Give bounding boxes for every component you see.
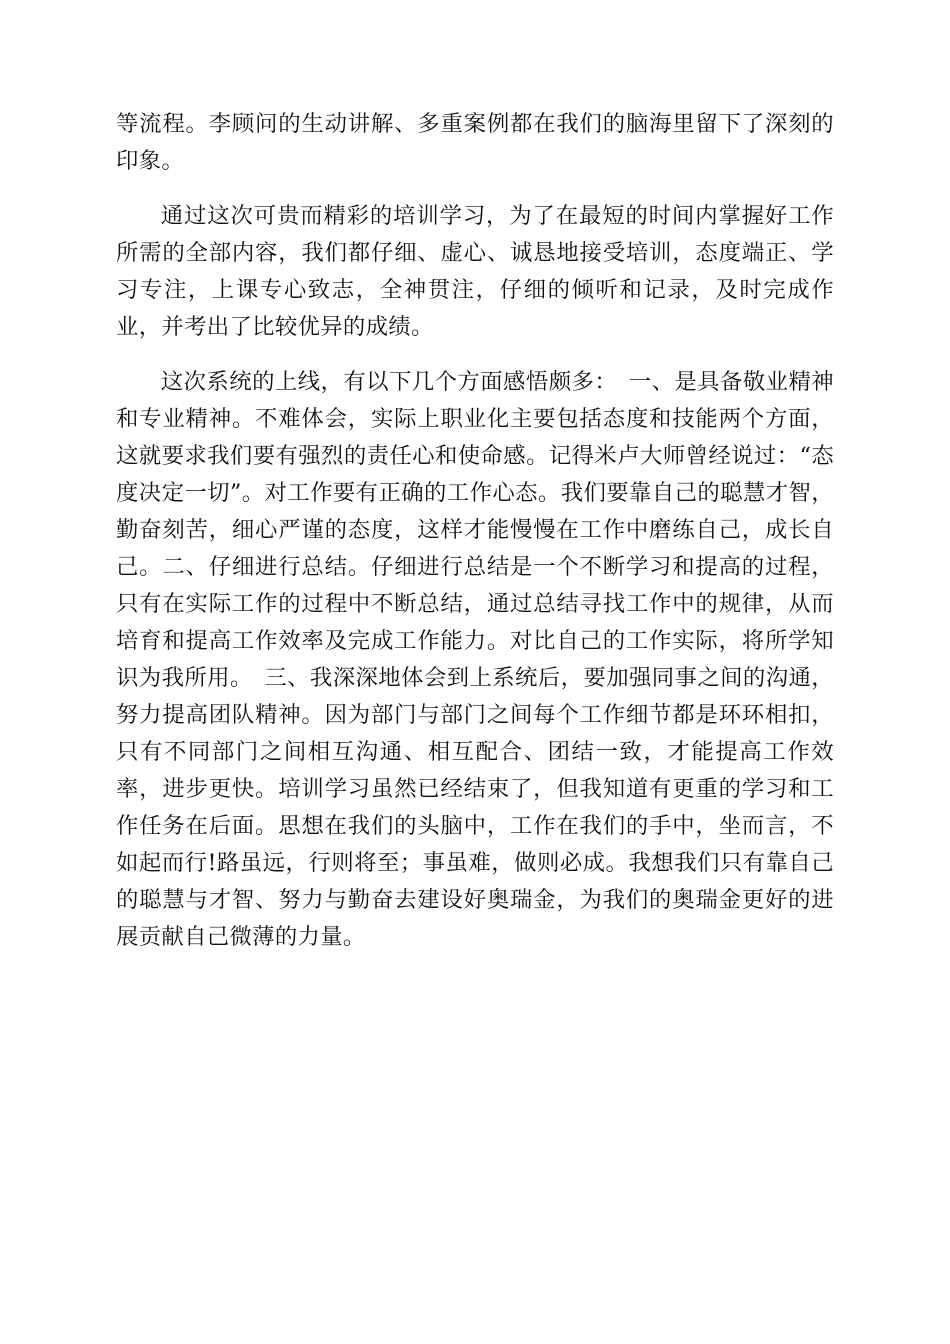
- paragraph-3: 这次系统的上线，有以下几个方面感悟颇多： 一、是具备敬业精神和专业精神。不难体会，实际上职业化主要包括态度和技能两个方面，这就要求我们要有强烈的责任心和使命感。记得米卢大师曾经说过：“态度决定一切”。对工作要有正确的工作心态。我们要靠自己的聪慧才智，勤奋刻苦，细心严谨的态度，这样才能慢慢在工作中磨练自己，成长自己。二、仔细进行总结。仔细进行总结是一个不断学习和提高的过程，只有在实际工作的过程中不断总结，通过总结寻找工作中的规律，从而培育和提高工作效率及完成工作能力。对比自己的工作实际，将所学知识为我所用。 三、我深深地体会到上系统后，要加强同事之间的沟通，努力提高团队精神。因为部门与部门之间每个工作细节都是环环相扣，只有不同部门之间相互沟通、相互配合、团结一致，才能提高工作效率，进步更快。培训学习虽然已经结束了，但我知道有更重的学习和工作任务在后面。思想在我们的头脑中，工作在我们的手中，坐而言，不如起而行!路虽远，行则将至；事虽难，做则必成。我想我们只有靠自己的聪慧与才智、努力与勤奋去建设好奥瑞金，为我们的奥瑞金更好的进展贡献自己微薄的力量。: [116, 369, 834, 950]
- document-page: [116, 106, 834, 956]
- paragraph-2: 通过这次可贵而精彩的培训学习，为了在最短的时间内掌握好工作所需的全部内容，我们都仔细、虚心、诚恳地接受培训，态度端正、学习专注，上课专心致志，全神贯注，仔细的倾听和记录，及时完成作业，并考出了比较优异的成绩。: [116, 203, 834, 340]
- paragraph-1: 等流程。李顾问的生动讲解、多重案例都在我们的脑海里留下了深刻的印象。: [116, 111, 834, 174]
